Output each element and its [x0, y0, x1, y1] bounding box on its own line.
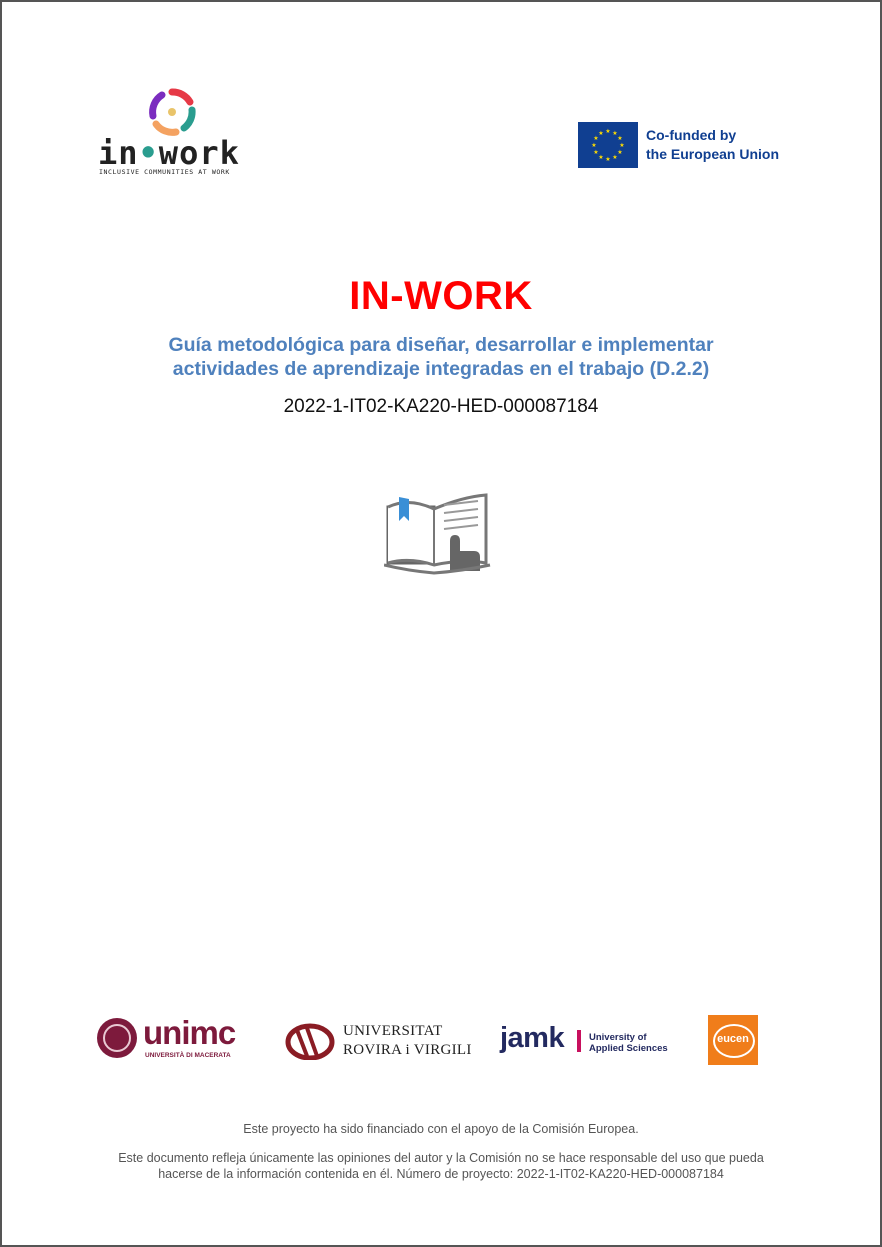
- unimc-wordmark: unimc: [143, 1014, 236, 1051]
- svg-text:★: ★: [619, 142, 625, 149]
- project-code: 2022-1-IT02-KA220-HED-000087184: [283, 396, 599, 417]
- jamk-subtitle: University of Applied Sciences: [589, 1032, 668, 1054]
- svg-text:★: ★: [598, 154, 604, 161]
- inwork-tagline: INCLUSIVE COMMUNITIES AT WORK: [99, 168, 230, 176]
- urv-emblem-icon: [285, 1020, 335, 1060]
- eu-cofunded-text: Co-funded by the European Union: [646, 127, 779, 162]
- svg-text:★: ★: [605, 156, 611, 163]
- svg-text:★: ★: [612, 130, 618, 137]
- svg-text:★: ★: [605, 128, 611, 135]
- partner-logos: [2, 1012, 880, 1072]
- svg-text:★: ★: [617, 149, 623, 156]
- disclaimer: Este documento refleja únicamente las opiniones del autor y la Comisión no se hace responsable del uso que pueda hacerse de la información contenida en él. Número de proyecto: 2022-1-IT02-KA220-HED-000087184: [118, 1151, 764, 1181]
- inwork-logo: [98, 88, 248, 180]
- eu-flag-icon: [578, 122, 638, 168]
- urv-wordmark: UNIVERSITAT ROVIRA i VIRGILI: [343, 1023, 472, 1058]
- document-title: IN-WORK: [349, 274, 533, 318]
- svg-text:★: ★: [598, 130, 604, 137]
- unimc-seal-icon: [97, 1018, 137, 1058]
- unimc-logo: [97, 1014, 257, 1060]
- svg-text:★: ★: [593, 135, 599, 142]
- svg-text:★: ★: [612, 154, 618, 161]
- jamk-wordmark: jamk: [500, 1022, 565, 1054]
- jamk-logo: [500, 1022, 675, 1062]
- book-touch-icon: [384, 485, 492, 577]
- funding-statement: Este proyecto ha sido financiado con el apoyo de la Comisión Europea.: [243, 1122, 639, 1136]
- urv-logo: [285, 1018, 472, 1064]
- inwork-ring-icon: [148, 88, 196, 136]
- eu-cofunded-logo: [578, 121, 788, 169]
- svg-text:★: ★: [617, 135, 623, 142]
- document-subtitle: Guía metodológica para diseñar, desarrollar e implementar actividades de aprendizaje integradas en el trabajo (D.2.2): [168, 334, 714, 380]
- svg-text:★: ★: [593, 149, 599, 156]
- eucen-logo: [708, 1015, 758, 1065]
- eucen-wordmark: eucen: [717, 1033, 749, 1045]
- jamk-divider: [577, 1030, 581, 1052]
- svg-text:★: ★: [591, 142, 597, 149]
- unimc-subtitle: UNIVERSITÀ DI MACERATA: [145, 1052, 231, 1059]
- inwork-wordmark: in•work: [98, 134, 240, 172]
